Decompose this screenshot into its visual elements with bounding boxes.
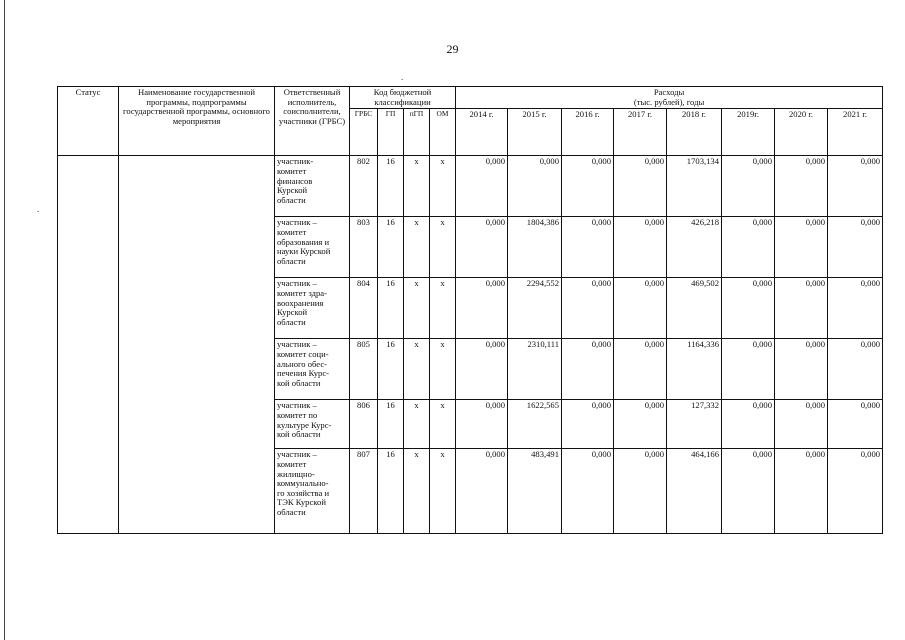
code-cell: х xyxy=(404,156,430,217)
expense-cell: 0,000 xyxy=(456,339,508,400)
code-cell: 16 xyxy=(378,339,404,400)
header-year-col: 2014 г. xyxy=(456,109,508,156)
left-margin-rule xyxy=(4,0,5,640)
expense-cell: 0,000 xyxy=(722,217,775,278)
code-cell: х xyxy=(404,449,430,534)
code-cell: х xyxy=(430,339,456,400)
header-year-col: 2021 г. xyxy=(828,109,883,156)
expense-cell: 0,000 xyxy=(562,156,614,217)
expense-cell: 0,000 xyxy=(722,400,775,449)
header-status: Статус xyxy=(58,87,119,156)
header-year-col: 2019г. xyxy=(722,109,775,156)
header-responsible: Ответственный исполнитель, соисполнители, участники (ГРБС) xyxy=(275,87,350,156)
code-cell: 803 xyxy=(350,217,378,278)
expense-cell: 0,000 xyxy=(508,156,562,217)
code-cell: 16 xyxy=(378,156,404,217)
expense-cell: 0,000 xyxy=(614,449,667,534)
expense-cell: 0,000 xyxy=(828,449,883,534)
code-cell: 805 xyxy=(350,339,378,400)
code-cell: 16 xyxy=(378,278,404,339)
expense-cell: 0,000 xyxy=(562,278,614,339)
executor-cell: участник – комитет образования и науки Курской области xyxy=(275,217,350,278)
expense-cell: 0,000 xyxy=(614,400,667,449)
expense-cell: 0,000 xyxy=(614,217,667,278)
expense-cell: 0,000 xyxy=(562,449,614,534)
code-cell: х xyxy=(430,400,456,449)
expense-cell: 0,000 xyxy=(775,156,828,217)
expense-cell: 0,000 xyxy=(775,217,828,278)
header-year-col: 2015 г. xyxy=(508,109,562,156)
expense-cell: 0,000 xyxy=(456,400,508,449)
expense-cell: 0,000 xyxy=(828,217,883,278)
expense-cell: 2294,552 xyxy=(508,278,562,339)
code-cell: х xyxy=(404,217,430,278)
expense-cell: 1164,336 xyxy=(667,339,722,400)
expense-cell: 0,000 xyxy=(775,400,828,449)
status-cell xyxy=(58,156,119,534)
expense-cell: 1703,134 xyxy=(667,156,722,217)
expense-cell: 0,000 xyxy=(828,339,883,400)
expense-cell: 0,000 xyxy=(828,278,883,339)
expense-cell: 483,491 xyxy=(508,449,562,534)
code-cell: х xyxy=(430,449,456,534)
header-name: Наименование государственной программы, подпрограммы государственной программы, основного мероприятия xyxy=(119,87,275,156)
header-budget-code: Код бюджетной классификации xyxy=(350,87,456,109)
header-code-col: пГП xyxy=(404,109,430,156)
budget-table xyxy=(57,86,883,534)
expense-cell: 0,000 xyxy=(562,217,614,278)
expense-cell: 1804,386 xyxy=(508,217,562,278)
header-year-col: 2020 г. xyxy=(775,109,828,156)
executor-cell: участник – комитет жилищно- коммунально- го хозяйства и ТЭК Курской области xyxy=(275,449,350,534)
expense-cell: 1622,565 xyxy=(508,400,562,449)
code-cell: 807 xyxy=(350,449,378,534)
code-cell: 804 xyxy=(350,278,378,339)
code-cell: х xyxy=(430,217,456,278)
expense-cell: 0,000 xyxy=(456,278,508,339)
header-expenses: Расходы (тыс. рублей), годы xyxy=(456,87,883,109)
header-year-col: 2016 г. xyxy=(562,109,614,156)
scan-speck: . xyxy=(401,72,404,82)
header-row-1 xyxy=(58,87,883,109)
expense-cell: 0,000 xyxy=(614,278,667,339)
code-cell: х xyxy=(404,339,430,400)
header-year-col: 2017 г. xyxy=(614,109,667,156)
expense-cell: 469,502 xyxy=(667,278,722,339)
header-year-col: 2018 г. xyxy=(667,109,722,156)
code-cell: 16 xyxy=(378,217,404,278)
expense-cell: 0,000 xyxy=(775,449,828,534)
header-code-col: ГРБС xyxy=(350,109,378,156)
expense-cell: 0,000 xyxy=(562,339,614,400)
expense-cell: 0,000 xyxy=(722,449,775,534)
expense-cell: 2310,111 xyxy=(508,339,562,400)
expense-cell: 0,000 xyxy=(456,449,508,534)
expense-cell: 0,000 xyxy=(828,156,883,217)
table-body xyxy=(58,156,883,534)
header-code-col: ГП xyxy=(378,109,404,156)
name-cell xyxy=(119,156,275,534)
expense-cell: 0,000 xyxy=(562,400,614,449)
expense-cell: 0,000 xyxy=(456,217,508,278)
table-row xyxy=(58,156,883,217)
expense-cell: 0,000 xyxy=(614,339,667,400)
expense-cell: 464,166 xyxy=(667,449,722,534)
executor-cell: участник – комитет по культуре Курс- кой области xyxy=(275,400,350,449)
page-number: 29 xyxy=(446,42,459,56)
expense-cell: 0,000 xyxy=(828,400,883,449)
code-cell: 802 xyxy=(350,156,378,217)
executor-cell: участник – комитет соци- ального обес- печения Курс- кой области xyxy=(275,339,350,400)
code-cell: 16 xyxy=(378,400,404,449)
expense-cell: 0,000 xyxy=(775,339,828,400)
expense-cell: 0,000 xyxy=(722,156,775,217)
code-cell: 16 xyxy=(378,449,404,534)
code-cell: х xyxy=(404,278,430,339)
expense-cell: 0,000 xyxy=(614,156,667,217)
code-cell: 806 xyxy=(350,400,378,449)
header-code-col: ОМ xyxy=(430,109,456,156)
expense-cell: 426,218 xyxy=(667,217,722,278)
expense-cell: 0,000 xyxy=(775,278,828,339)
scan-speck: . xyxy=(37,204,40,214)
expense-cell: 127,332 xyxy=(667,400,722,449)
code-cell: х xyxy=(430,156,456,217)
code-cell: х xyxy=(404,400,430,449)
expense-cell: 0,000 xyxy=(456,156,508,217)
expense-cell: 0,000 xyxy=(722,278,775,339)
expense-cell: 0,000 xyxy=(722,339,775,400)
code-cell: х xyxy=(430,278,456,339)
executor-cell: участник – комитет здра- воохранения Курской области xyxy=(275,278,350,339)
executor-cell: участник- комитет финансов Курской области xyxy=(275,156,350,217)
